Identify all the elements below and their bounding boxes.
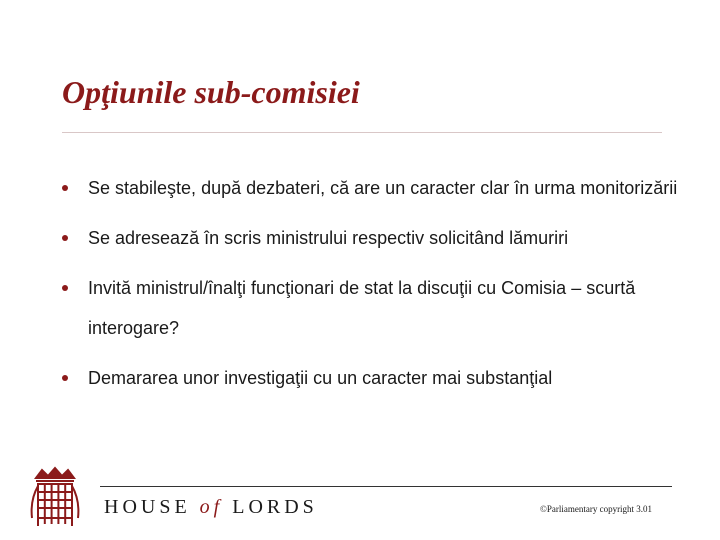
bullet-text: Se adresează în scris ministrului respectiv solicitând lămuriri (88, 228, 569, 248)
bullet-dot-icon (62, 285, 68, 291)
bullet-dot-icon (62, 185, 68, 191)
portcullis-icon (28, 466, 82, 532)
bullet-item (62, 268, 712, 348)
footer-divider (100, 486, 672, 487)
bullet-item (62, 168, 712, 208)
bullet-text: Se stabileşte, după dezbateri, că are un caracter clar în urma monitorizării (88, 178, 678, 198)
page-title: Opţiunile sub-comisiei (62, 74, 360, 110)
wordmark-house: HOUSE (104, 496, 191, 518)
bullet-dot-icon (62, 235, 68, 241)
bullet-text: Demararea unor investigaţii cu un caracter mai substanţial (88, 368, 553, 388)
wordmark-of: of (199, 496, 224, 518)
title-divider (62, 132, 662, 133)
bullet-item (62, 358, 712, 398)
house-of-lords-wordmark (104, 496, 318, 519)
wordmark-lords: LORDS (232, 496, 318, 518)
bullet-dot-icon (62, 375, 68, 381)
bullet-text: Invită ministrul/înalţi funcţionari de stat la discuţii cu Comisia – scurtă interogare? (88, 278, 636, 338)
copyright-notice: ©Parliamentary copyright 3.01 (540, 504, 653, 514)
bullet-list (62, 168, 712, 398)
bullet-item (62, 218, 712, 258)
